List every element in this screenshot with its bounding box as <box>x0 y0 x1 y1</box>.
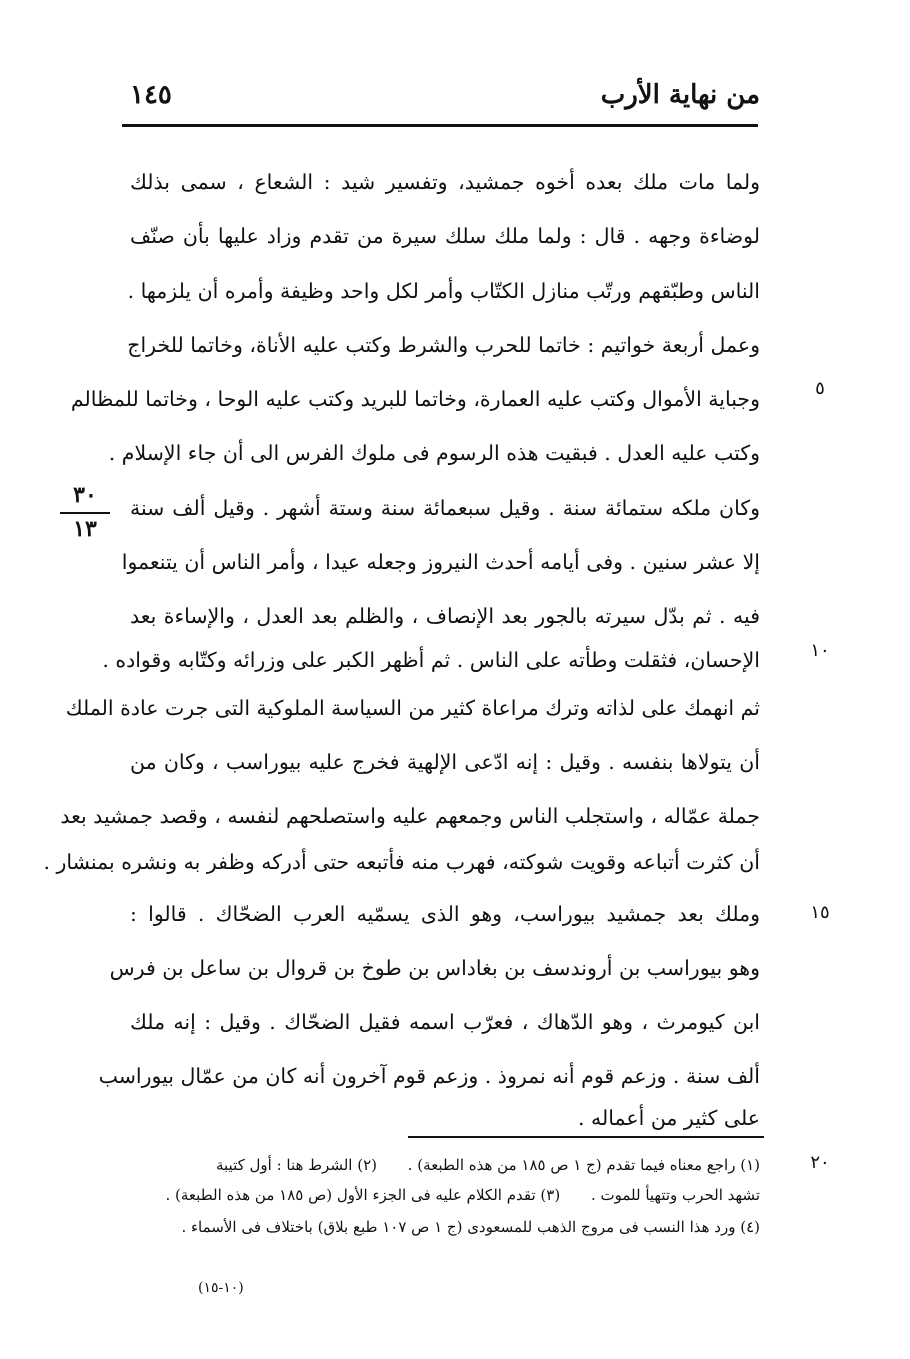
page-header <box>130 80 760 124</box>
text-line: ألف سنة . وزعم قوم أنه نمروذ . وزعم قوم آخرون أنه كان من عمّال بيوراسب <box>98 1064 760 1088</box>
text-line: ولما مات ملك بعده أخوه جمشيد، وتفسير شيد : الشعاع ، سمى بذلك <box>130 170 760 194</box>
footnote-1: (١) راجع معناه فيما تقدم (ج ١ ص ١٨٥ من هذه الطبعة) . <box>407 1156 760 1174</box>
margin-line-number: ١٠ <box>810 640 830 661</box>
margin-reference-bottom: ١٣ <box>73 516 97 542</box>
text-line: أن كثرت أتباعه وقويت شوكته، فهرب منه فأتبعه حتى أدركه وظفر به ونشره بمنشار . <box>43 850 760 874</box>
text-line: وملك بعد جمشيد بيوراسب، وهو الذى يسمّيه العرب الضحّاك . قالوا : <box>130 902 760 926</box>
text-line: وكان ملكه ستمائة سنة . وقيل سبعمائة سنة وستة أشهر . وقيل ألف سنة <box>130 496 760 520</box>
text-line: فيه . ثم بدّل سيرته بالجور بعد الإنصاف ، والظلم بعد العدل ، والإساءة بعد <box>130 604 760 628</box>
margin-reference-rule <box>60 512 110 514</box>
footnote-2: (٢) الشرط هنا : أول كتيبة <box>215 1156 377 1174</box>
signature-mark: (١٠-١٥) <box>198 1280 244 1296</box>
text-line: الناس وطبّقهم ورتّب منازل الكتّاب وأمر لكل واحد وظيفة وأمره أن يلزمها . <box>127 279 760 303</box>
margin-line-number: ٥ <box>815 378 825 399</box>
text-line: ابن كيومرث ، وهو الدّهاك ، فعرّب اسمه فقيل الضحّاك . وقيل : إنه ملك <box>130 1010 760 1034</box>
text-line: وكتب عليه العدل . فبقيت هذه الرسوم فى ملوك الفرس الى أن جاء الإسلام . <box>108 441 760 465</box>
text-line: لوضاءة وجهه . قال : ولما ملك سلك سيرة من تقدم وزاد عليها بأن صنّف <box>130 224 760 248</box>
text-line: وجباية الأموال وكتب عليه العمارة، وخاتما للبريد وكتب عليه الوحا ، وخاتما للمظالم <box>70 387 760 411</box>
margin-line-number: ١٥ <box>810 902 830 923</box>
footnote-line <box>140 1152 760 1178</box>
text-line: جملة عمّاله ، واستجلب الناس وجمعهم عليه واستصلحهم لنفسه ، وقصد جمشيد بعد <box>60 804 760 828</box>
header-rule <box>122 124 758 127</box>
footnote-rule <box>408 1136 764 1138</box>
footnote-line <box>140 1214 760 1240</box>
running-title: من نهاية الأرب <box>600 80 760 110</box>
footnote-4: (٤) ورد هذا النسب فى مروج الذهب للمسعودى (ج ١ ص ١٠٧ طبع بلاق) باختلاف فى الأسماء . <box>181 1218 760 1236</box>
footnote-3: (٣) تقدم الكلام عليه فى الجزء الأول (ص ١٨٥ من هذه الطبعة) . <box>165 1186 561 1204</box>
text-line: على كثير من أعماله . <box>578 1106 760 1130</box>
footnote-line <box>140 1182 760 1208</box>
margin-reference-top: ٣٠ <box>73 482 97 508</box>
text-line: إلا عشر سنين . وفى أيامه أحدث النيروز وجعله عيدا ، وأمر الناس أن يتنعموا <box>121 550 760 574</box>
text-line: وعمل أربعة خواتيم : خاتما للحرب والشرط وكتب عليه الأناة، وخاتما للخراج <box>127 333 760 357</box>
text-line: وهو بيوراسب بن أروندسف بن بغاداس بن طوخ بن قروال بن ساعل بن فرس <box>109 956 760 980</box>
margin-line-number: ٢٠ <box>810 1152 830 1173</box>
text-line: الإحسان، فثقلت وطأته على الناس . ثم أظهر الكبر على وزرائه وكتّابه وقواده . <box>102 648 760 672</box>
text-line: أن يتولاها بنفسه . وقيل : إنه ادّعى الإلهية فخرج عليه بيوراسب ، وكان من <box>130 750 760 774</box>
page-number: ١٤٥ <box>130 80 172 110</box>
text-line: ثم انهمك على لذاته وترك مراعاة كثير من السياسة الملوكية التى جرت عادة الملك <box>65 696 760 720</box>
footnote-2-continued: تشهد الحرب وتتهيأ للموت . <box>590 1186 760 1204</box>
